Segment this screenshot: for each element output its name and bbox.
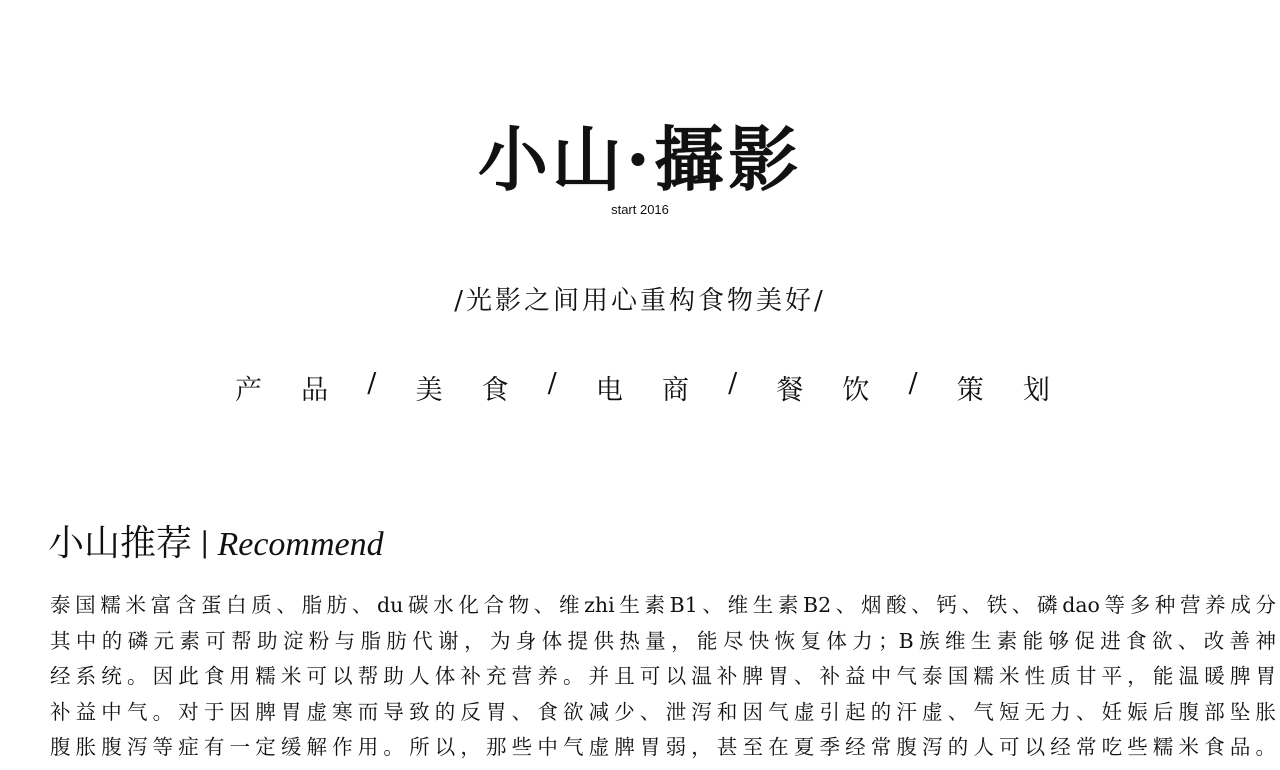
text-line: 泰国糯米富含蛋白质、脂肪、du碳水化合物、维zhi生素B1、维生素B2、烟酸、钙、铁、磷dao等多种营养成分 (50, 593, 1276, 617)
start-year: start 2016 (611, 202, 669, 217)
nav-separator: / (367, 368, 377, 399)
section-separator: | (200, 526, 210, 559)
section-title: 小山推荐 (48, 523, 193, 564)
nav-separator: / (728, 368, 738, 399)
recommend-text (50, 588, 1276, 766)
section-heading (48, 515, 384, 566)
text-line: 补益中气。对于因脾胃虚寒而导致的反胃、食欲减少、泄泻和因气虚引起的汗虚、气短无力、妊娠后腹部坠胀 (50, 699, 1276, 724)
nav-char[interactable]: 策 (956, 375, 984, 406)
category-nav (235, 368, 1050, 407)
nav-char[interactable]: 划 (1022, 375, 1050, 406)
nav-separator: / (908, 368, 918, 399)
text-line: 经系统。因此食用糯米可以帮助人体补充营养。并且可以温补脾胃、补益中气泰国糯米性质甘平，能温暖脾胃 (50, 664, 1276, 688)
nav-char[interactable]: 产 (235, 375, 262, 406)
tagline: /光影之间用心重构食物美好/ (454, 286, 826, 316)
nav-char[interactable]: 商 (661, 375, 689, 406)
nav-separator: / (547, 368, 557, 399)
brand-logo: 小山·攝影 (477, 118, 803, 201)
nav-char[interactable]: 美 (415, 375, 443, 406)
text-line: 腹胀腹泻等症有一定缓解作用。所以，那些中气虚脾胃弱，甚至在夏季经常腹泻的人可以经常吃些糯米食品。 (50, 735, 1276, 759)
nav-char[interactable]: 饮 (842, 375, 870, 406)
section-subtitle: Recommend (217, 526, 384, 563)
nav-char[interactable]: 品 (301, 375, 329, 406)
text-line: 其中的磷元素可帮助淀粉与脂肪代谢，为身体提供热量，能尽快恢复体力；B族维生素能够促进食欲、改善神 (50, 628, 1276, 653)
nav-char[interactable]: 餐 (776, 375, 804, 406)
nav-char[interactable]: 电 (595, 375, 623, 406)
nav-char[interactable]: 食 (481, 375, 509, 406)
